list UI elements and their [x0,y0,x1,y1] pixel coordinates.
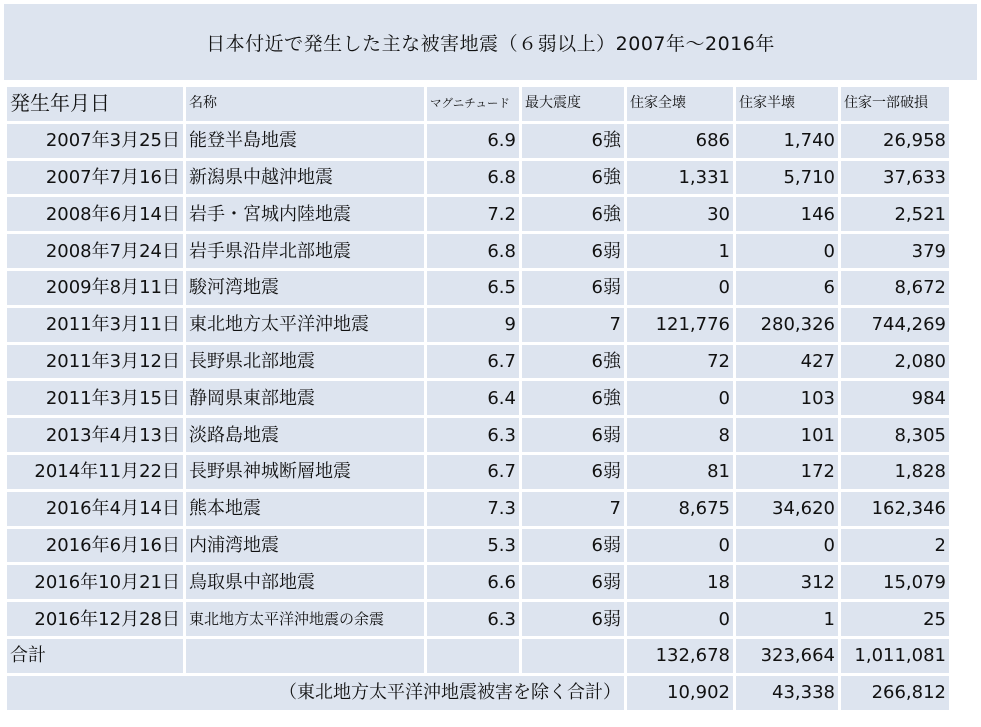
cell-intensity: 6弱 [522,565,624,599]
excluding-total-destroyed: 10,902 [627,676,733,710]
cell-date: 2016年12月28日 [7,602,183,636]
cell-magnitude: 6.8 [427,161,519,195]
table-row [7,455,949,489]
header-date: 発生年月日 [7,87,183,121]
cell-partial-damage: 379 [841,234,949,268]
cell-partial-damage: 2 [841,529,949,563]
cell-destroyed: 1 [627,234,733,268]
cell-half-destroyed: 427 [736,345,838,379]
table-row [7,602,949,636]
table-row [7,271,949,305]
excluding-total-label: （東北地方太平洋沖地震被害を除く合計） [7,676,624,710]
cell-intensity: 6弱 [522,602,624,636]
cell-half-destroyed: 101 [736,418,838,452]
cell-name: 鳥取県中部地震 [186,565,424,599]
table-row [7,492,949,526]
cell-date: 2016年10月21日 [7,565,183,599]
cell-destroyed: 121,776 [627,308,733,342]
cell-destroyed: 18 [627,565,733,599]
table-row [7,418,949,452]
cell-partial-damage: 37,633 [841,161,949,195]
cell-magnitude: 6.6 [427,565,519,599]
cell-half-destroyed: 172 [736,455,838,489]
cell-magnitude: 7.2 [427,197,519,231]
cell-partial-damage: 984 [841,381,949,415]
total-partial-damage: 1,011,081 [841,639,949,673]
table-row [7,529,949,563]
cell-intensity: 6弱 [522,234,624,268]
cell-destroyed: 0 [627,271,733,305]
total-row [7,639,949,673]
cell-intensity: 6強 [522,345,624,379]
table-title: 日本付近で発生した主な被害地震（６弱以上）2007年～2016年 [4,4,977,80]
cell-intensity: 6強 [522,161,624,195]
cell-partial-damage: 2,080 [841,345,949,379]
cell-destroyed: 8,675 [627,492,733,526]
cell-destroyed: 0 [627,381,733,415]
cell-name: 長野県神城断層地震 [186,455,424,489]
cell-partial-damage: 2,521 [841,197,949,231]
cell-half-destroyed: 5,710 [736,161,838,195]
cell-magnitude: 7.3 [427,492,519,526]
cell-name: 岩手・宮城内陸地震 [186,197,424,231]
cell-destroyed: 72 [627,345,733,379]
cell-name: 内浦湾地震 [186,529,424,563]
cell-half-destroyed: 0 [736,529,838,563]
header-name: 名称 [186,87,424,121]
cell-partial-damage: 25 [841,602,949,636]
cell-date: 2011年3月15日 [7,381,183,415]
cell-date: 2011年3月12日 [7,345,183,379]
cell-name: 岩手県沿岸北部地震 [186,234,424,268]
cell-name: 熊本地震 [186,492,424,526]
cell-destroyed: 0 [627,602,733,636]
cell-magnitude: 6.3 [427,418,519,452]
cell-magnitude: 6.5 [427,271,519,305]
cell-intensity: 7 [522,492,624,526]
header-destroyed: 住家全壊 [627,87,733,121]
total-half-destroyed: 323,664 [736,639,838,673]
excluding-total-half-destroyed: 43,338 [736,676,838,710]
cell-date: 2013年4月13日 [7,418,183,452]
cell-name: 長野県北部地震 [186,345,424,379]
header-row [7,87,949,121]
cell-destroyed: 1,331 [627,161,733,195]
cell-partial-damage: 8,672 [841,271,949,305]
cell-intensity: 7 [522,308,624,342]
total-empty-cell [522,639,624,673]
cell-intensity: 6強 [522,124,624,158]
cell-date: 2016年6月16日 [7,529,183,563]
cell-magnitude: 5.3 [427,529,519,563]
excluding-total-partial-damage: 266,812 [841,676,949,710]
cell-half-destroyed: 0 [736,234,838,268]
cell-date: 2014年11月22日 [7,455,183,489]
cell-intensity: 6強 [522,197,624,231]
cell-date: 2011年3月11日 [7,308,183,342]
table-row [7,161,949,195]
earthquake-table [4,84,952,713]
table-row [7,234,949,268]
excluding-total-row [7,676,949,710]
header-intensity: 最大震度 [522,87,624,121]
cell-partial-damage: 8,305 [841,418,949,452]
cell-date: 2007年3月25日 [7,124,183,158]
cell-name: 能登半島地震 [186,124,424,158]
cell-half-destroyed: 6 [736,271,838,305]
cell-partial-damage: 26,958 [841,124,949,158]
cell-half-destroyed: 146 [736,197,838,231]
cell-half-destroyed: 312 [736,565,838,599]
cell-name: 東北地方太平洋沖地震 [186,308,424,342]
cell-intensity: 6弱 [522,271,624,305]
table-row [7,308,949,342]
cell-magnitude: 6.9 [427,124,519,158]
table-row [7,197,949,231]
cell-name: 駿河湾地震 [186,271,424,305]
cell-partial-damage: 744,269 [841,308,949,342]
cell-destroyed: 0 [627,529,733,563]
cell-date: 2009年8月11日 [7,271,183,305]
total-destroyed: 132,678 [627,639,733,673]
table-row [7,381,949,415]
cell-half-destroyed: 280,326 [736,308,838,342]
cell-destroyed: 8 [627,418,733,452]
table-row [7,124,949,158]
cell-half-destroyed: 1,740 [736,124,838,158]
cell-destroyed: 686 [627,124,733,158]
cell-half-destroyed: 103 [736,381,838,415]
cell-date: 2008年6月14日 [7,197,183,231]
cell-date: 2007年7月16日 [7,161,183,195]
cell-magnitude: 9 [427,308,519,342]
cell-magnitude: 6.4 [427,381,519,415]
total-empty-cell [186,639,424,673]
header-partial-damage: 住家一部破損 [841,87,949,121]
cell-magnitude: 6.8 [427,234,519,268]
header-half-destroyed: 住家半壊 [736,87,838,121]
cell-half-destroyed: 34,620 [736,492,838,526]
cell-name: 新潟県中越沖地震 [186,161,424,195]
cell-name: 淡路島地震 [186,418,424,452]
total-empty-cell [427,639,519,673]
table-body [7,124,949,710]
cell-intensity: 6弱 [522,455,624,489]
cell-name: 静岡県東部地震 [186,381,424,415]
cell-partial-damage: 162,346 [841,492,949,526]
cell-destroyed: 81 [627,455,733,489]
cell-partial-damage: 1,828 [841,455,949,489]
table-row [7,565,949,599]
cell-intensity: 6強 [522,381,624,415]
cell-name: 東北地方太平洋沖地震の余震 [186,602,424,636]
cell-intensity: 6弱 [522,529,624,563]
total-label: 合計 [7,639,183,673]
cell-date: 2016年4月14日 [7,492,183,526]
cell-magnitude: 6.7 [427,345,519,379]
cell-magnitude: 6.7 [427,455,519,489]
header-magnitude: マグニチュード [427,87,519,121]
table-row [7,345,949,379]
cell-intensity: 6弱 [522,418,624,452]
cell-half-destroyed: 1 [736,602,838,636]
cell-partial-damage: 15,079 [841,565,949,599]
cell-date: 2008年7月24日 [7,234,183,268]
cell-magnitude: 6.3 [427,602,519,636]
cell-destroyed: 30 [627,197,733,231]
